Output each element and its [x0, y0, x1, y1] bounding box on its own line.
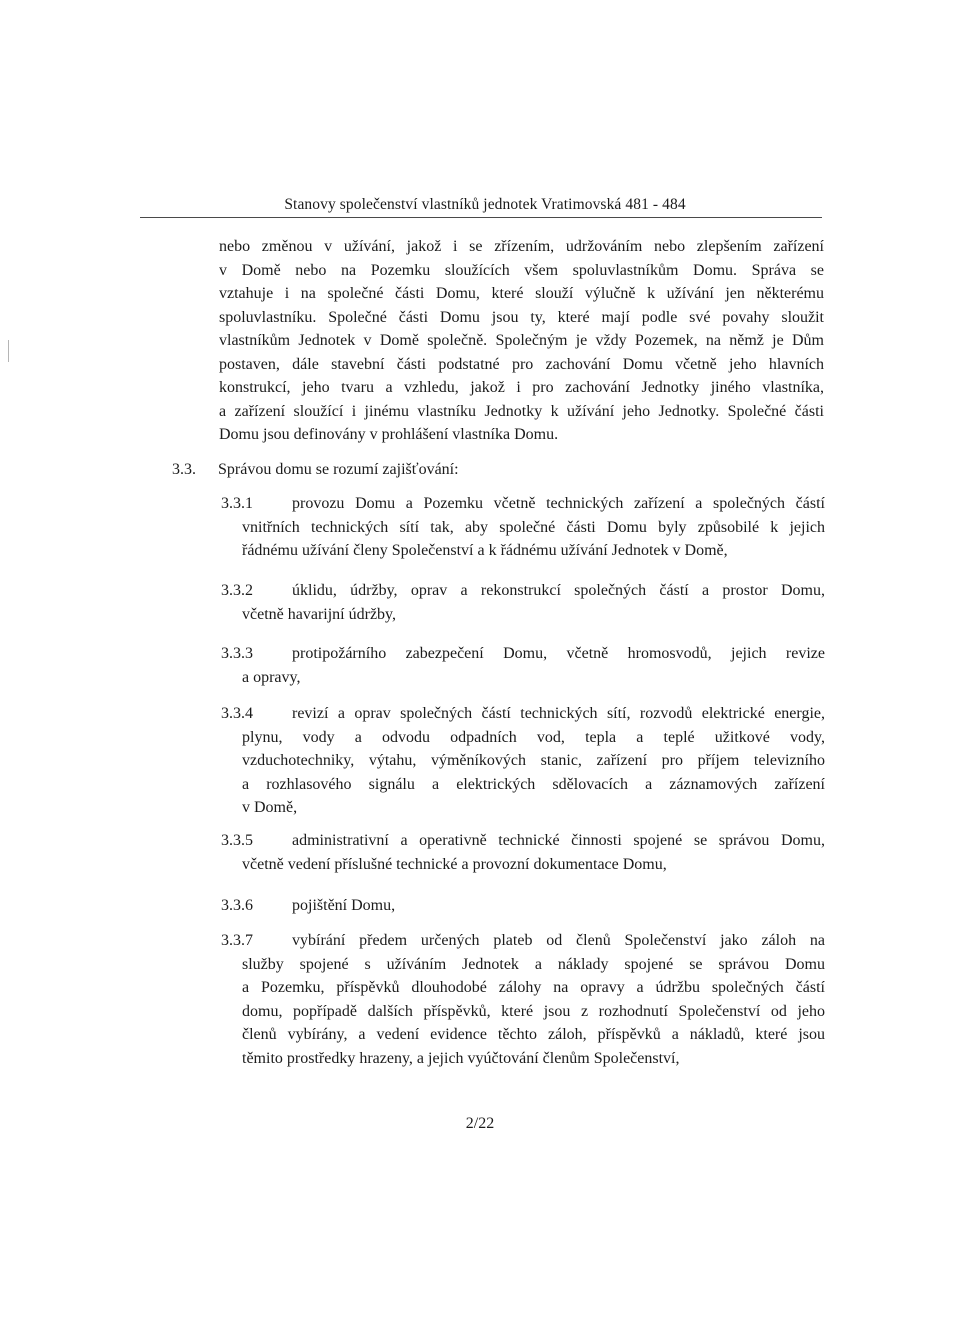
- page-number: 2/22: [465, 1115, 495, 1132]
- item-line: plynu, vody a odvodu odpadních vod, tepla a teplé užitkové vody,: [242, 728, 825, 746]
- item-line: a rozhlasového signálu a elektrických sdělovacích a záznamových zařízení: [242, 775, 825, 793]
- item-line: vzduchotechniky, výtahu, výměníkových stanic, zařízení pro příjem televizního: [242, 752, 825, 769]
- item-number: 3.3.3: [221, 645, 253, 662]
- item-line: vnitřních technických sítí tak, aby společné části Domu byly způsobilé k jejich: [242, 518, 825, 536]
- item-number: 3.3.2: [221, 582, 253, 599]
- section-heading: [172, 458, 459, 481]
- item-line: úklidu, údržby, oprav a rekonstrukcí společných částí a prostor Domu,: [292, 582, 825, 599]
- list-item: [221, 894, 825, 918]
- paragraph-line: a zařízení sloužící i jinému vlastníku Jednotky k užívání jeho Jednotky. Společné části: [219, 402, 824, 420]
- item-line: těmito prostředky hrazeny, a jejich vyúčtování členům Společenství,: [242, 1049, 680, 1067]
- item-number: 3.3.5: [221, 832, 253, 849]
- paragraph-line: nebo změnou v užívání, jakož i se zřízením, udržováním nebo zlepšením zařízení: [219, 238, 824, 255]
- header-title: Stanovy společenství vlastníků jednotek Vratimovská 481 - 484: [284, 196, 686, 213]
- list-item: [221, 702, 825, 820]
- item-line: provozu Domu a Pozemku včetně technických zařízení a společných částí: [292, 495, 825, 512]
- paragraph-line: konstrukcí, jeho tvaru a vzhledu, jakož i pro zachování Jednotky jiného vlastníka,: [219, 379, 824, 396]
- list-item: [221, 579, 825, 626]
- intro-paragraph: [219, 235, 824, 447]
- paragraph-line: postaven, dále stavební části podstatné pro zachování Domu včetně jeho hlavních: [219, 355, 824, 373]
- item-line: pojištění Domu,: [292, 897, 396, 914]
- item-line: v Domě,: [242, 799, 298, 816]
- item-number: 3.3.7: [221, 932, 253, 949]
- item-line: administrativní a operativně technické činnosti spojené se správou Domu,: [292, 832, 825, 849]
- paragraph-line: vlastníkům Jednotek v Domě společně. Společným je vždy Pozemek, na němž je Dům: [219, 332, 824, 349]
- item-line: a Pozemku, příspěvků dlouhodobé zálohy na opravy a údržbu společných částí: [242, 979, 825, 996]
- item-line: řádnému užívání členy Společenství a k řádnému užívání Jednotek v Domě,: [242, 542, 728, 559]
- item-line: revizí a oprav společných částí technických sítí, rozvodů elektrické energie,: [292, 705, 825, 722]
- list-item: [221, 829, 825, 876]
- scan-margin-mark: [8, 340, 9, 362]
- list-item: [221, 929, 825, 1070]
- paragraph-line: v Domě nebo na Pozemku sloužících všem spoluvlastníkům Domu. Správa se: [219, 261, 824, 279]
- item-number: 3.3.4: [221, 705, 253, 722]
- list-item: [221, 492, 825, 563]
- section-text: Správou domu se rozumí zajišťování:: [218, 461, 459, 478]
- section-number: 3.3.: [172, 461, 196, 478]
- item-line: služby spojené s užíváním Jednotek a náklady spojené se správou Domu: [242, 955, 825, 973]
- list-item: [221, 642, 825, 689]
- item-number: 3.3.6: [221, 897, 253, 914]
- item-line: včetně vedení příslušné technické a provozní dokumentace Domu,: [242, 855, 667, 873]
- paragraph-line: Domu jsou definovány v prohlášení vlastníka Domu.: [219, 426, 559, 443]
- header-rule: [140, 217, 822, 218]
- item-number: 3.3.1: [221, 495, 253, 512]
- item-line: protipožárního zabezpečení Domu, včetně hromosvodů, jejich revize: [292, 645, 825, 662]
- item-line: členů vybírány, a vedení evidence těchto záloh, příspěvků a nákladů, které jsou: [242, 1026, 825, 1043]
- item-line: vybírání předem určených plateb od členů Společenství jako záloh na: [292, 932, 825, 949]
- item-line: a opravy,: [242, 668, 301, 686]
- paragraph-line: vztahuje i na společné části Domu, které slouží výlučně k užívání jen některému: [219, 285, 824, 302]
- item-line: domu, popřípadě dalších příspěvků, které jsou z rozhodnutí Společenství od jeho: [242, 1002, 825, 1020]
- paragraph-line: spoluvlastníku. Společné části Domu jsou ty, které mají podle své povahy sloužit: [219, 308, 824, 326]
- page-header: [140, 196, 820, 214]
- item-line: včetně havarijní údržby,: [242, 605, 397, 623]
